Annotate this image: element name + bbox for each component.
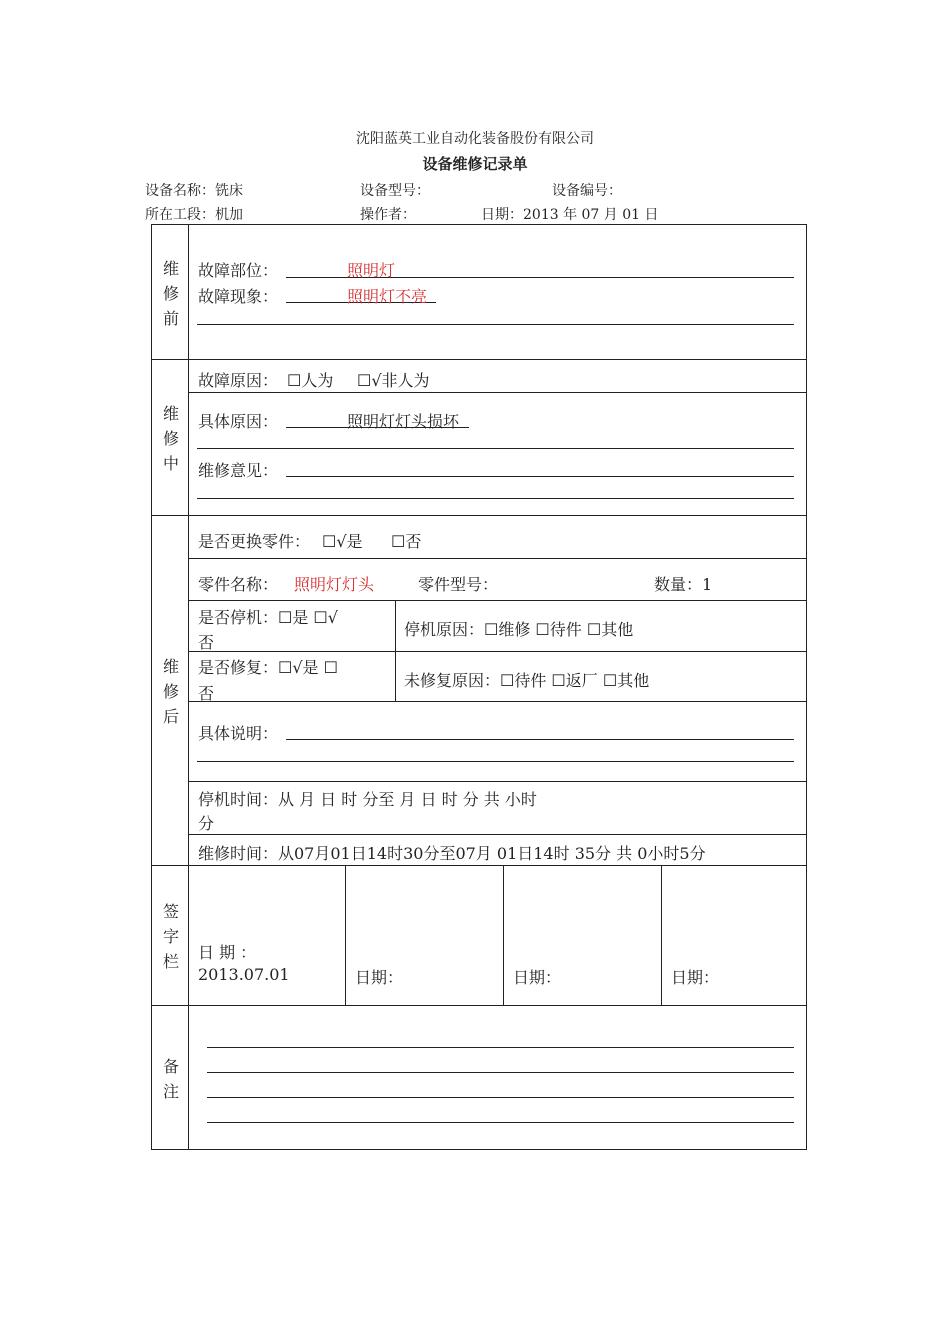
row-divider bbox=[188, 600, 807, 601]
downtime-text-wrap: 分 bbox=[198, 814, 215, 833]
blank-line bbox=[197, 324, 794, 325]
row-divider bbox=[188, 834, 807, 835]
equipment-name: 设备名称：铣床 bbox=[145, 183, 243, 199]
repair-time-text: 维修时间：从07月01日14时30分至07月 01日14时 35分 共 0小时5分 bbox=[198, 844, 706, 863]
label-column-divider bbox=[188, 224, 189, 1150]
cell-divider bbox=[345, 865, 346, 1005]
remarks-line[interactable] bbox=[207, 1122, 794, 1123]
replace-no-checkbox[interactable]: ☐否 bbox=[391, 532, 422, 551]
remarks-line[interactable] bbox=[207, 1047, 794, 1048]
fault-part-label: 故障部位： bbox=[198, 261, 279, 280]
work-section: 所在工段：机加 bbox=[145, 207, 243, 223]
row-divider bbox=[151, 359, 807, 360]
part-name-label: 零件名称： bbox=[198, 575, 279, 594]
section-during-label: 维 修 中 bbox=[162, 404, 179, 473]
sign-date-value-1[interactable]: 2013.07.01 bbox=[198, 965, 290, 984]
operator: 操作者： bbox=[360, 207, 416, 223]
detail-cause-label: 具体原因： bbox=[198, 412, 279, 431]
section-after-label: 维 修 后 bbox=[162, 657, 179, 726]
fault-part-value[interactable]: 照明灯 bbox=[347, 261, 396, 280]
sign-date-label-3[interactable]: 日期： bbox=[513, 968, 562, 987]
explanation-label: 具体说明： bbox=[198, 724, 279, 743]
part-quantity: 数量：1 bbox=[654, 575, 713, 594]
row-divider bbox=[151, 865, 807, 866]
downtime-text: 停机时间：从 月 日 时 分至 月 日 时 分 共 小时 bbox=[198, 790, 537, 809]
sign-date-label-2[interactable]: 日期： bbox=[355, 968, 404, 987]
cell-divider bbox=[661, 865, 662, 1005]
row-divider bbox=[188, 558, 807, 559]
blank-line bbox=[197, 498, 794, 499]
part-name-value[interactable]: 照明灯灯头 bbox=[294, 575, 375, 594]
sign-date-label-4[interactable]: 日期： bbox=[671, 968, 720, 987]
detail-cause-value[interactable]: 照明灯灯头损坏 bbox=[347, 412, 460, 431]
blank-line bbox=[197, 448, 794, 449]
repair-opinion-line[interactable] bbox=[286, 476, 794, 477]
part-model-label: 零件型号： bbox=[418, 575, 499, 594]
row-divider bbox=[188, 781, 807, 782]
fault-symptom-value[interactable]: 照明灯不亮 bbox=[347, 287, 428, 306]
cell-divider bbox=[395, 600, 396, 701]
stop-reason-options[interactable]: 停机原因：☐维修 ☐待件 ☐其他 bbox=[404, 620, 634, 639]
replace-yes-checkbox[interactable]: ☐√是 bbox=[322, 532, 363, 551]
repaired-no-text: 否 bbox=[198, 684, 215, 703]
row-divider bbox=[188, 701, 807, 702]
repair-opinion-label: 维修意见： bbox=[198, 461, 279, 480]
unrepaired-reason-options[interactable]: 未修复原因：☐待件 ☐返厂 ☐其他 bbox=[404, 671, 650, 690]
row-divider bbox=[151, 515, 807, 516]
fault-cause-label: 故障原因： bbox=[198, 371, 279, 390]
stopped-no-text: 否 bbox=[198, 633, 215, 652]
section-sign-label: 签 字 栏 bbox=[162, 902, 179, 971]
section-remarks-label: 备 注 bbox=[162, 1057, 179, 1101]
cell-divider bbox=[503, 865, 504, 1005]
record-date: 日期：2013 年 07 月 01 日 bbox=[481, 207, 659, 223]
cause-human-checkbox[interactable]: ☐人为 bbox=[287, 371, 334, 390]
remarks-line[interactable] bbox=[207, 1097, 794, 1098]
stopped-checkbox-group[interactable]: 是否停机：☐是 ☐√ bbox=[198, 608, 338, 627]
repaired-checkbox-group[interactable]: 是否修复：☐√是 ☐ bbox=[198, 658, 338, 677]
blank-line bbox=[197, 761, 794, 762]
replace-parts-label: 是否更换零件： bbox=[198, 532, 311, 551]
row-divider bbox=[151, 1005, 807, 1006]
sign-date-label-1: 日 期 ： bbox=[198, 943, 257, 962]
row-divider bbox=[188, 392, 807, 393]
company-name: 沈阳蓝英工业自动化装备股份有限公司 bbox=[356, 131, 594, 147]
explanation-line[interactable] bbox=[286, 739, 794, 740]
remarks-line[interactable] bbox=[207, 1072, 794, 1073]
cause-nonhuman-checkbox[interactable]: ☐√非人为 bbox=[357, 371, 430, 390]
equipment-number: 设备编号： bbox=[552, 183, 622, 199]
row-divider bbox=[188, 651, 807, 652]
fault-symptom-label: 故障现象： bbox=[198, 287, 279, 306]
form-title: 设备维修记录单 bbox=[422, 155, 528, 173]
section-before-label: 维 修 前 bbox=[162, 259, 179, 328]
equipment-model: 设备型号： bbox=[360, 183, 430, 199]
